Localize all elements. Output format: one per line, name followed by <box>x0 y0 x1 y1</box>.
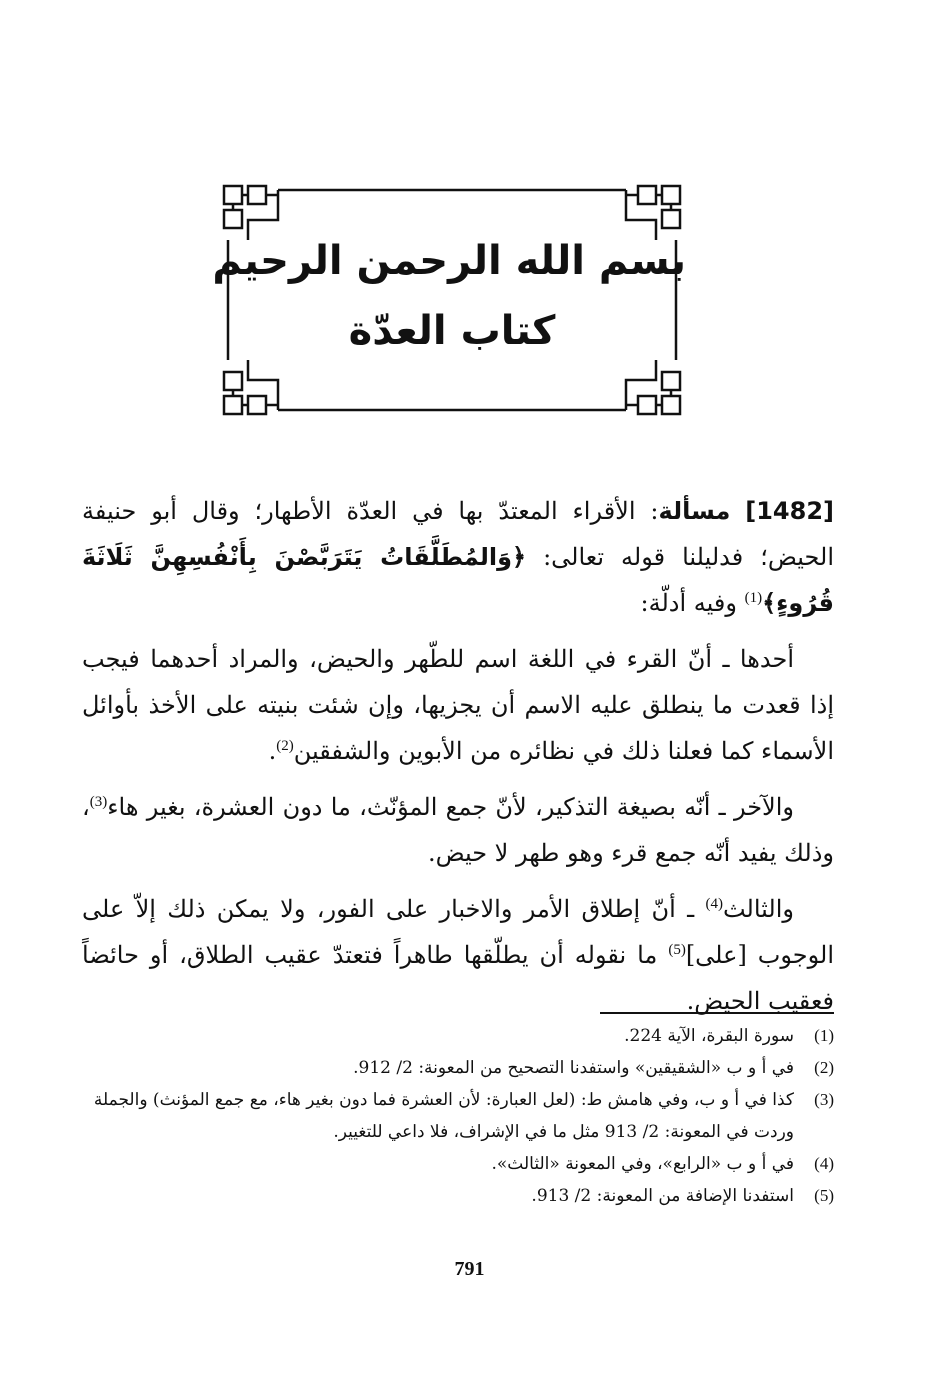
footnote-ref[interactable]: (1) <box>744 590 763 606</box>
paragraph-text: ما نقوله أن يطلّقها طاهراً فتعتدّ عقيب الطلاق، أو حائضاً فعقيب الحيض. <box>82 941 834 1015</box>
footnote-number: (4) <box>814 1154 834 1173</box>
paragraph-text: . <box>268 737 277 765</box>
title-frame <box>212 180 686 420</box>
footnote-text: في أ و ب «الشقيقين» واستفدنا التصحيح من المعونة: 2/ 912. <box>353 1058 794 1078</box>
footnote-text: سورة البقرة، الآية 224. <box>624 1026 794 1046</box>
footnote-ref[interactable]: (2) <box>276 738 294 754</box>
footnote-item <box>82 1020 834 1052</box>
paragraph-second-proof <box>82 784 834 876</box>
paragraph-text: والثالث <box>722 895 794 923</box>
footnote-number: (3) <box>814 1090 834 1109</box>
paragraph-third-proof <box>82 886 834 1024</box>
footnote-ref[interactable]: (5) <box>668 942 686 958</box>
paragraph-issue <box>82 488 834 626</box>
ornamental-frame-border <box>212 180 686 420</box>
page-number: 791 <box>454 1258 485 1280</box>
footnote-text: استفدنا الإضافة من المعونة: 2/ 913. <box>531 1186 794 1206</box>
paragraph-text: وفيه أدلّة: <box>640 589 745 617</box>
basmala-heading: بسم الله الرحمن الرحيم <box>212 238 686 284</box>
footnotes-list <box>82 1020 834 1212</box>
issue-number: [1482] <box>745 497 834 525</box>
paragraph-text: : الأقراء المعتدّ بها في العدّة الأطهار؛ وقال أبو حنيفة الحيض؛ فدليلنا قوله تعالى: <box>82 497 834 571</box>
paragraph-first-proof <box>82 636 834 774</box>
footnote-divider <box>600 1012 834 1014</box>
footnote-item <box>82 1148 834 1180</box>
paragraph-text: أحدها ـ أنّ القرء في اللغة اسم للطّهر والحيض، والمراد أحدهما فيجب إذا قعدت ما ينطلق عليه الاسم أن يجزيها، وإن شئت بنيته على الأخذ بأوائل الأسماء كما فعلنا ذلك في نظائره من الأبوين والشفقين <box>82 645 834 765</box>
quran-verse: ﴿وَالمُطَلَّقَاتُ يَتَرَبَّصْنَ بِأَنْفُسِهِنَّ ثَلَاثَةَ قُرُوءٍ﴾ <box>82 543 834 617</box>
footnote-number: (2) <box>814 1058 834 1077</box>
footnote-text: في أ و ب «الرابع»، وفي المعونة «الثالث». <box>491 1154 794 1174</box>
main-text <box>82 488 834 1034</box>
footnote-item <box>82 1052 834 1084</box>
book-title: كتاب العدّة <box>348 308 556 354</box>
footnote-ref[interactable]: (4) <box>705 896 723 912</box>
paragraph-text: والآخر ـ أنّه بصيغة التذكير، لأنّ جمع المؤنّث، ما دون العشرة، بغير هاء <box>107 793 794 821</box>
paragraph-text: ، وذلك يفيد أنّه جمع قرء وهو طهر لا حيض. <box>82 793 834 867</box>
footnote-text: كذا في أ و ب، وفي هامش ط: (لعل العبارة: لأن العشرة فما دون بغير هاء، مع جمع المؤنث) والجملة وردت في المعونة: 2/ 913 مثل ما في الإشراف، فلا داعي للتغيير. <box>93 1090 794 1142</box>
footnote-ref[interactable]: (3) <box>89 794 108 810</box>
footnote-number: (5) <box>814 1186 834 1205</box>
issue-label: مسألة <box>658 497 731 525</box>
footnote-number: (1) <box>814 1026 834 1045</box>
footnote-item <box>82 1180 834 1212</box>
paragraph-text: ـ أنّ إطلاق الأمر والاخبار على الفور، ولا يمكن ذلك إلاّ على الوجوب [على] <box>82 895 834 969</box>
footnote-item <box>82 1084 834 1148</box>
